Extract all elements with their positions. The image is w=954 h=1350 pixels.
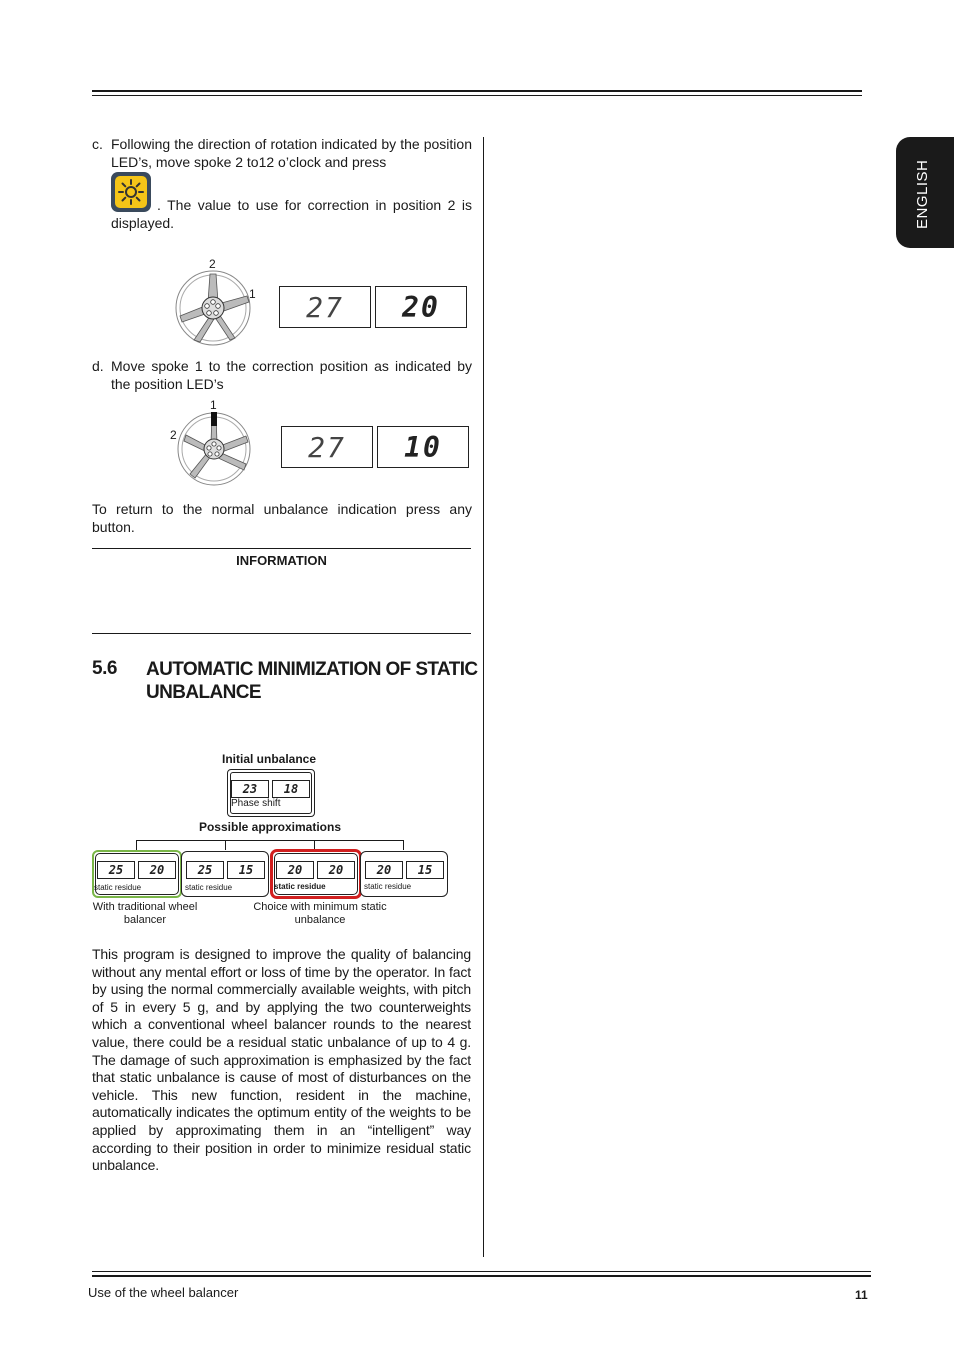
page-number: 11: [855, 1288, 868, 1302]
caption-minimum: Choice with minimum static unbalance: [253, 901, 387, 926]
display-right-c: 20: [375, 286, 467, 328]
bracket-tick-1: [136, 840, 137, 850]
option-1-caption: static residue: [94, 883, 142, 892]
option-4-value-right: 15: [406, 861, 444, 879]
possible-approximations-label: Possible approximations: [198, 820, 342, 834]
initial-value-right: 18: [272, 780, 310, 798]
display-left-c: 27: [279, 286, 371, 328]
bracket-tick-2: [225, 840, 226, 850]
spoke-label-1-d: 1: [210, 398, 217, 412]
option-3-value-left: 20: [276, 861, 314, 879]
option-1-value-left: 25: [97, 861, 135, 879]
caption-traditional: With traditional wheel balancer: [92, 901, 198, 926]
header-rule-thick: [92, 90, 862, 92]
display-right-d: 10: [377, 426, 469, 468]
phase-shift-label: Phase shift: [231, 798, 281, 809]
footer-section-title: Use of the wheel balancer: [88, 1285, 239, 1300]
bracket-horizontal: [136, 840, 404, 841]
step-d-text: Move spoke 1 to the correction position as indicated by the position LED’s: [111, 358, 472, 392]
step-d-prefix: d.: [92, 358, 104, 374]
section-title: [146, 658, 476, 704]
information-title: INFORMATION: [236, 553, 327, 568]
option-2-value-right: 15: [227, 861, 265, 879]
option-3-value-right: 20: [317, 861, 355, 879]
display-left-d: 27: [281, 426, 373, 468]
language-tab: [896, 137, 954, 248]
spoke-label-1-c: 1: [249, 287, 256, 301]
option-2-value-left: 25: [186, 861, 224, 879]
footer-rule-thick: [92, 1275, 871, 1277]
section-number: 5.6: [92, 658, 117, 679]
initial-value-left: 23: [231, 780, 269, 798]
spoke-label-2-c: 2: [209, 257, 216, 271]
return-text: To return to the normal unbalance indication press any button.: [92, 501, 472, 535]
wheel-illustration-d: [174, 408, 258, 488]
initial-unbalance-label: Initial unbalance: [221, 752, 317, 766]
step-d: [92, 357, 472, 393]
step-c-prefix: c.: [92, 136, 103, 152]
information-bottom-rule: [92, 633, 471, 634]
language-tab-label: ENGLISH: [914, 159, 931, 229]
footer-rule-thin: [92, 1271, 871, 1272]
section-title-line2: UNBALANCE: [146, 682, 261, 703]
option-4-value-left: 20: [365, 861, 403, 879]
option-2-caption: static residue: [185, 883, 233, 892]
column-divider: [483, 137, 484, 1257]
body-paragraph: This program is designed to improve the quality of balancing without any mental effort or loss of time by the operator. In fact by using the normal commercially available weights, with pitch of 5 in every 5 g, and by applying the two counterweights which a conventional wheel balancer rounds to the nearest value, there could be a residual static unbalance of up to 4 g. The damage of such approximation is emphasized by the fact that static unbalance is cause of most of disturbances on the vehicle. This new function, resident in the machine, automatically indicates the optimum entity of the weights to be applied by approximating them in an “intelligent” way according to their position in order to minimize residual static unbalance.: [92, 946, 471, 1174]
spoke-label-2-d: 2: [170, 428, 177, 442]
wheel-illustration-c: [172, 256, 262, 348]
step-c-line1: Following the direction of rotation indicated by the position LED’s, move spoke 2 to12 o’clock and press: [111, 136, 472, 170]
section-title-line1: AUTOMATIC MINIMIZATION OF STATIC: [146, 659, 478, 680]
step-c-line2: . The value to use for correction in position 2 is displayed.: [111, 197, 472, 231]
header-rule-thin: [92, 95, 862, 96]
option-1-value-right: 20: [138, 861, 176, 879]
option-4-caption: static residue: [364, 882, 412, 891]
option-3-caption: static residue: [274, 882, 326, 891]
bracket-tick-4: [403, 840, 404, 850]
step-c: [92, 135, 472, 171]
information-top-rule: [92, 548, 471, 549]
